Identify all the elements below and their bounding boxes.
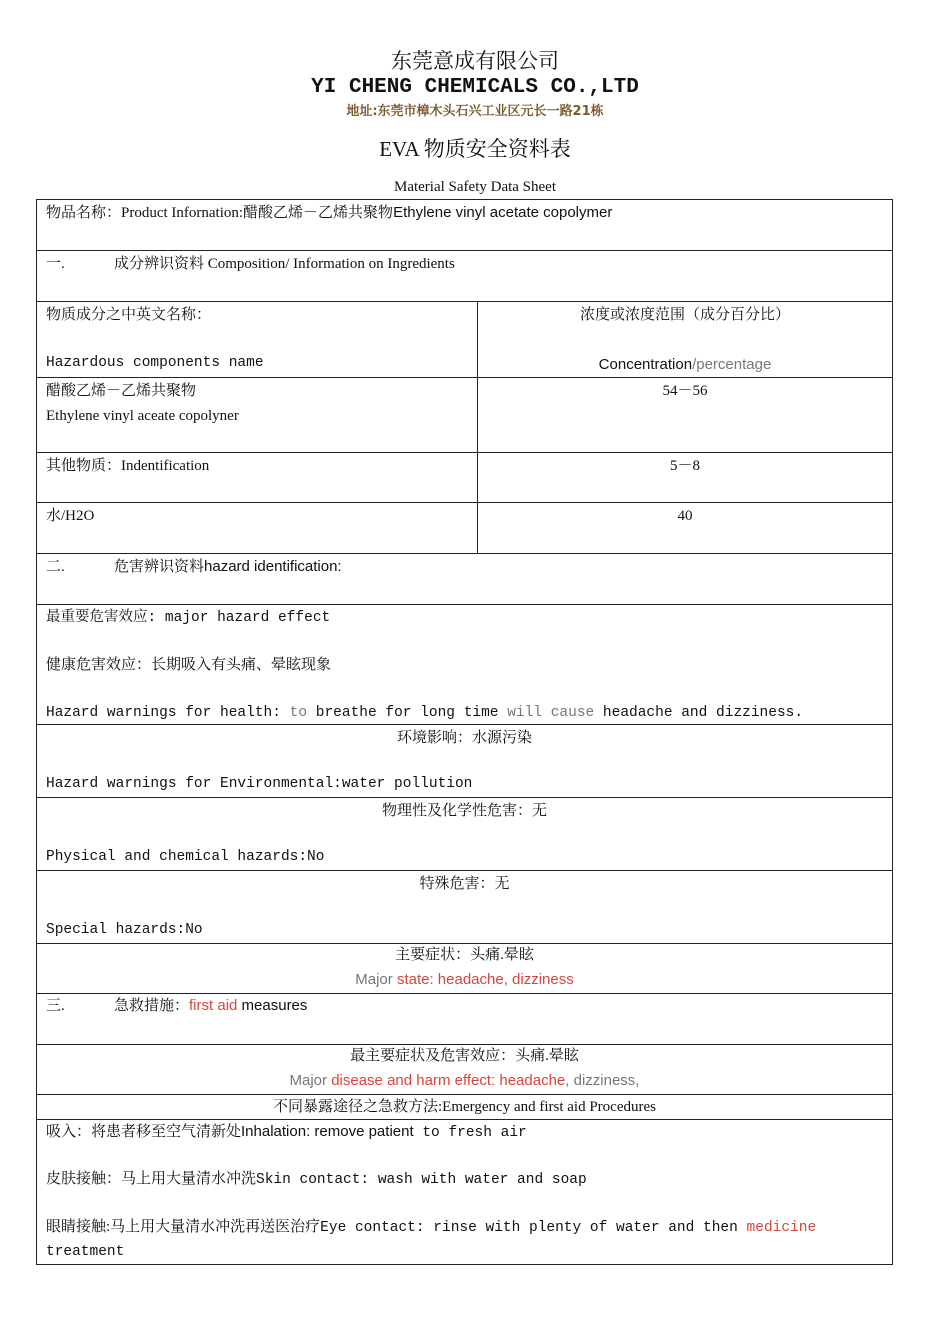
exposure-routes-label: 不同暴露途径之急救方法:Emergency and first aid Procedures [273,1099,656,1115]
component-name-cn: 醋酸乙烯－乙烯共聚物 [46,383,197,399]
components-name-en: Hazardous components name [46,355,264,371]
physical-chemical-row [37,798,892,871]
section-1-title: 成分辨识资料 Composition/ Information on Ingredients [114,256,455,272]
concentration-header-cn: 浓度或浓度范围（成分百分比） [579,307,790,323]
components-name-cn: 物质成分之中英文名称： [46,307,212,323]
skin-contact-instruction: 皮肤接触：马上用大量清水冲洗Skin contact: wash with water and soap [46,1171,587,1188]
component-name: 水/H2O [46,508,95,524]
main-symptoms-cn: 最主要症状及危害效应：头痛.晕眩 [350,1048,579,1064]
component-value: 54－56 [662,383,708,399]
component-name: 其他物质：Indentification [46,458,210,474]
product-row [37,200,892,251]
physical-chemical-cn: 物理性及化学性危害：无 [381,803,547,819]
composition-row [37,453,892,503]
composition-row [37,378,892,453]
company-address: 地址:东莞市樟木头石兴工业区元长一路21栋 [346,104,604,119]
eye-contact-instruction: 眼睛接触:马上用大量清水冲洗再送医治疗Eye contact: rinse with plenty of water and then medicine [46,1219,817,1236]
environmental-row [37,725,892,798]
major-hazard-row [37,605,892,725]
section-3-title: 急救措施：first aid measures [114,997,308,1014]
section-2-heading [37,554,892,605]
composition-row [37,503,892,554]
health-hazard-cn: 健康危害效应：长期吸入有头痛、晕眩现象 [46,657,332,673]
concentration-header-en: Concentration/percentage [598,356,772,373]
physical-chemical-en: Physical and chemical hazards:No [46,849,325,865]
composition-header-row [37,302,892,378]
section-1-number: 一. [46,256,65,272]
major-symptoms-row [37,944,892,994]
section-2-title: 危害辨识资料hazard identification: [114,558,342,575]
component-value: 5－8 [669,458,700,474]
environmental-cn: 环境影响：水源污染 [396,730,532,746]
product-label: 物品名称：Product Infornation:醋酸乙烯－乙烯共聚物Ethylene vinyl acetate copolymer [46,204,613,221]
component-name-en: Ethylene vinyl aceate copolyner [46,408,239,424]
major-hazard-label: 最重要危害效应: major hazard effect [46,610,331,626]
special-hazards-en: Special hazards:No [46,922,203,938]
inhalation-instruction: 吸入：将患者移至空气清新处Inhalation: remove patient to fresh air [46,1123,527,1141]
major-symptoms-en: Major state: headache, dizziness [355,971,574,988]
section-3-heading [37,994,892,1045]
main-symptoms-en: Major disease and harm effect: headache, dizziness, [289,1072,640,1089]
health-hazard-en: Hazard warnings for health: to breathe for long time will cause headache and dizziness. [46,705,804,721]
major-symptoms-cn: 主要症状：头痛.晕眩 [395,947,534,963]
section-2-number: 二. [46,559,65,575]
exposure-routes-row [37,1095,892,1120]
company-name-en: YI CHENG CHEMICALS CO.,LTD [311,76,639,99]
eye-contact-instruction-cont: treatment [46,1244,125,1260]
component-value: 40 [677,508,693,524]
special-hazards-row [37,871,892,944]
company-name-cn: 东莞意成有限公司 [391,49,559,73]
msds-table [36,199,893,1265]
environmental-en: Hazard warnings for Environmental:water pollution [46,776,473,792]
special-hazards-cn: 特殊危害：无 [419,876,510,892]
document-subtitle: Material Safety Data Sheet [393,179,557,195]
document-title: EVA 物质安全资料表 [379,137,571,161]
product-value: Ethylene vinyl acetate copolymer [393,204,613,221]
main-symptoms-row [37,1045,892,1095]
first-aid-procedures [37,1120,892,1266]
section-1-heading [37,251,892,302]
section-3-number: 三. [46,998,65,1014]
